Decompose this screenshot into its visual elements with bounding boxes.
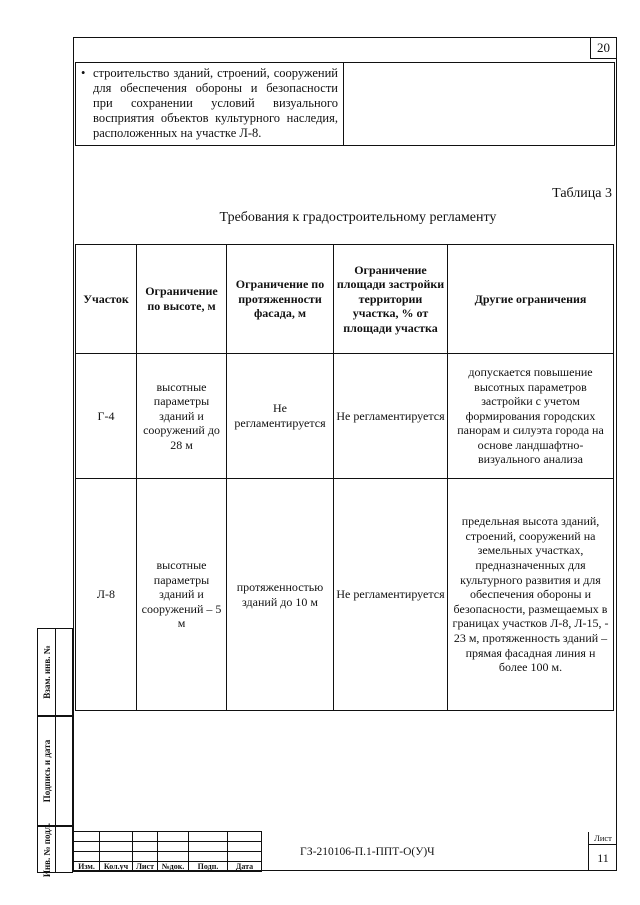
page-number: 20: [590, 37, 617, 59]
continuation-cell: [76, 63, 344, 146]
table-title: Требования к градостроительному регламенту: [219, 210, 497, 225]
header-area: Ограничение площади застройки территории участка, % от площади участка: [334, 245, 448, 354]
cell-height: высотные параметры зданий и сооружений до 28 м: [137, 354, 227, 479]
side-label-podpis: Подпись и дата: [41, 739, 52, 803]
stamp-col-podp: Подп.: [189, 862, 228, 872]
cell-plot: Г-4: [76, 354, 137, 479]
side-field-vzam: [37, 628, 73, 716]
cell-other: предельная высота зданий, строений, сооружений на земельных участках, предназначенных для культурного развития и для обеспечения обороны и безопасности, размещаемых в границах участков Л-8, Л-15, - 23 м, протяженность зданий – прямая фасадная линия н более 100 м.: [448, 479, 614, 711]
continuation-empty-cell: [344, 63, 615, 146]
side-field-inv: [37, 822, 73, 877]
stamp-col-ndok: №док.: [158, 862, 189, 872]
header-plot: Участок: [76, 245, 137, 354]
side-label-inv: Инв. № подл.: [41, 822, 52, 877]
stamp-col-izm: Изм.: [74, 862, 100, 872]
bullet-icon: •: [81, 66, 86, 80]
sheet-label: Лист: [589, 832, 617, 845]
table-row: [76, 479, 614, 711]
header-height: Ограничение по высоте, м: [137, 245, 227, 354]
regulations-table: [75, 244, 614, 711]
side-field-podpis: [37, 716, 73, 826]
header-facade: Ограничение по протяженности фасада, м: [227, 245, 334, 354]
cell-facade: Не регламентируется: [227, 354, 334, 479]
cell-other: допускается повышение высотных параметров застройки с учетом формирования городских панорам и силуэта города на основе ландшафтно-визуального анализа: [448, 354, 614, 479]
side-label-vzam: Взам. инв. №: [41, 645, 52, 699]
continuation-table: [75, 62, 615, 146]
cell-area: Не регламентируется: [334, 354, 448, 479]
table-header-row: [76, 245, 614, 354]
sheet-number: 11: [597, 851, 609, 865]
stamp-col-list: Лист: [133, 862, 158, 872]
cell-plot: Л-8: [76, 479, 137, 711]
title-block: [73, 831, 262, 872]
stamp-col-data: Дата: [228, 862, 262, 872]
title-block-labels: [74, 862, 262, 872]
continuation-text: строительство зданий, строений, сооружений для обеспечения обороны и безопасности при сохранении условий визуального восприятия объектов культурного наследия, расположенных на участке Л-8.: [93, 66, 338, 140]
table-number: Таблица 3: [552, 186, 612, 201]
header-other: Другие ограничения: [448, 245, 614, 354]
cell-area: Не регламентируется: [334, 479, 448, 711]
table-row: [76, 354, 614, 479]
cell-height: высотные параметры зданий и сооружений – 5 м: [137, 479, 227, 711]
sheet-box: [588, 832, 617, 871]
stamp-col-koluch: Кол.уч: [100, 862, 133, 872]
cell-facade: протяженностью зданий до 10 м: [227, 479, 334, 711]
document-code: ГЗ-210106-П.1-ППТ-О(У)Ч: [300, 846, 435, 858]
